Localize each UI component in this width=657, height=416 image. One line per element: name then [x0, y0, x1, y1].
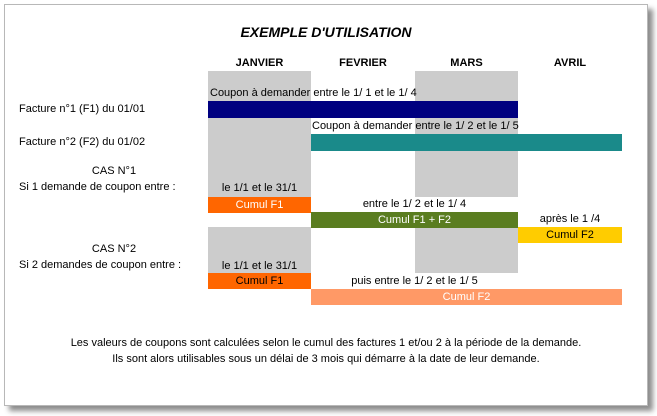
example-panel — [4, 4, 648, 406]
page-title: EXEMPLE D'UTILISATION — [240, 24, 412, 40]
cas-1-cumul-f1-f2-bar — [311, 212, 518, 228]
cas-1-period-3: après le 1 /4 — [539, 213, 601, 225]
cas-2-cumul-f1-bar — [208, 273, 311, 289]
month-avril: AVRIL — [553, 57, 587, 69]
cas-2-cumul-f1-label: Cumul F1 — [235, 275, 284, 287]
facture-1-label: Facture n°1 (F1) du 01/01 — [19, 103, 146, 115]
facture-2-label: Facture n°2 (F2) du 01/02 — [19, 136, 146, 148]
cas-1-description: Si 1 demande de coupon entre : — [19, 181, 176, 193]
month-mars: MARS — [450, 57, 483, 69]
month-janvier: JANVIER — [235, 57, 284, 69]
facture-2-coupon-text: Coupon à demander entre le 1/ 2 et le 1/ 5 — [312, 120, 519, 132]
cas-1-cumul-f2-bar — [518, 227, 622, 243]
shade-mars-bottom — [415, 227, 518, 273]
footer-note-1: Les valeurs de coupons sont calculées selon le cumul des factures 1 et/ou 2 à la période de la demande. — [70, 337, 582, 349]
cas-2-title: CAS N°2 — [91, 243, 137, 255]
facture-1-bar — [208, 101, 518, 118]
cas-1-cumul-f1-label: Cumul F1 — [235, 199, 284, 211]
facture-1-coupon-text: Coupon à demander entre le 1/ 1 et le 1/ 4 — [210, 87, 417, 99]
cas-2-period-2: puis entre le 1/ 2 et le 1/ 5 — [351, 275, 478, 287]
cas-2-description: Si 2 demandes de coupon entre : — [19, 259, 182, 271]
cas-1-cumul-f1-bar — [208, 197, 311, 213]
cas-2-cumul-f2-bar — [311, 289, 622, 305]
cas-1-title: CAS N°1 — [91, 165, 137, 177]
cas-1-cumul-f1-f2-label: Cumul F1 + F2 — [377, 214, 452, 226]
footer-note-2: Ils sont alors utilisables sous un délai de 3 mois qui démarre à la date de leur demande. — [112, 353, 540, 365]
facture-2-bar — [311, 134, 622, 151]
cas-1-cumul-f2-label: Cumul F2 — [546, 229, 594, 241]
cas-1-period-2: entre le 1/ 2 et le 1/ 4 — [362, 198, 467, 210]
cas-2-period-1: le 1/1 et le 31/1 — [221, 260, 298, 272]
cas-1-period-1: le 1/1 et le 31/1 — [221, 182, 298, 194]
cas-2-cumul-f2-label: Cumul F2 — [442, 291, 491, 303]
month-fevrier: FEVRIER — [339, 57, 387, 69]
